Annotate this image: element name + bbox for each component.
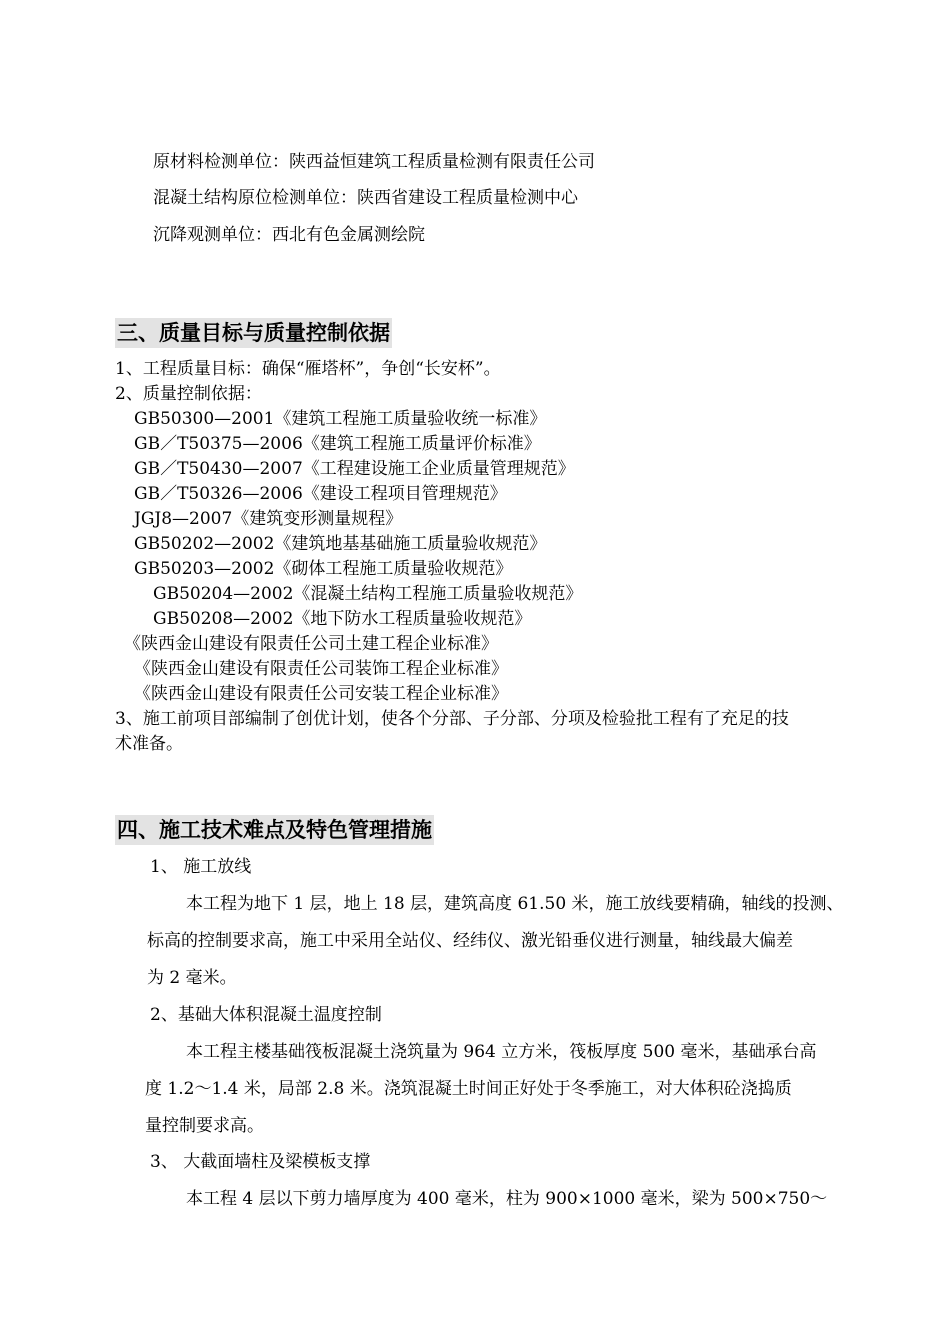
standard-item: GB50300—2001《建筑工程施工质量验收统一标准》 — [134, 409, 547, 429]
item3-paragraph-line: 本工程 4 层以下剪力墙厚度为 400 毫米，柱为 900×1000 毫米，梁为 500×750～ — [186, 1189, 828, 1209]
section4-heading: 四、施工技术难点及特色管理措施 — [115, 815, 434, 845]
standard-item: JGJ8—2007《建筑变形测量规程》 — [134, 509, 403, 529]
item2-paragraph-line: 量控制要求高。 — [145, 1116, 264, 1136]
standard-item: GB／T50375—2006《建筑工程施工质量评价标准》 — [134, 434, 541, 454]
standard-item: GB50208—2002《地下防水工程质量验收规范》 — [153, 609, 532, 629]
plan-paragraph-line: 术准备。 — [115, 734, 183, 754]
standard-item: 《陕西金山建设有限责任公司土建工程企业标准》 — [124, 634, 498, 654]
standard-item: GB50203—2002《砌体工程施工质量验收规范》 — [134, 559, 513, 579]
item1-paragraph-line: 为 2 毫米。 — [147, 968, 237, 988]
section3-heading: 三、质量目标与质量控制依据 — [115, 318, 392, 348]
concrete-insitu-unit: 混凝土结构原位检测单位：陕西省建设工程质量检测中心 — [153, 188, 578, 208]
standard-item: GB／T50326—2006《建设工程项目管理规范》 — [134, 484, 507, 504]
item3-title: 3、 大截面墙柱及梁模板支撑 — [150, 1152, 371, 1172]
standard-item: GB／T50430—2007《工程建设施工企业质量管理规范》 — [134, 459, 575, 479]
standard-item: GB50202—2002《建筑地基基础施工质量验收规范》 — [134, 534, 547, 554]
item2-title: 2、基础大体积混凝土温度控制 — [150, 1005, 382, 1025]
plan-paragraph-line: 3、施工前项目部编制了创优计划，使各个分部、子分部、分项及检验批工程有了充足的技 — [115, 709, 789, 729]
item1-paragraph-line: 本工程为地下 1 层，地上 18 层，建筑高度 61.50 米，施工放线要精确，轴线的投测、 — [186, 894, 844, 914]
standard-item: GB50204—2002《混凝土结构工程施工质量验收规范》 — [153, 584, 583, 604]
basis-label: 2、质量控制依据： — [115, 384, 262, 404]
item2-paragraph-line: 本工程主楼基础筏板混凝土浇筑量为 964 立方米，筏板厚度 500 毫米，基础承台高 — [186, 1042, 817, 1062]
standard-item: 《陕西金山建设有限责任公司安装工程企业标准》 — [134, 684, 508, 704]
settlement-unit: 沉降观测单位：西北有色金属测绘院 — [153, 225, 425, 245]
item1-paragraph-line: 标高的控制要求高，施工中采用全站仪、经纬仪、激光铅垂仪进行测量，轴线最大偏差 — [147, 931, 793, 951]
raw-material-unit: 原材料检测单位：陕西益恒建筑工程质量检测有限责任公司 — [153, 152, 595, 172]
item2-paragraph-line: 度 1.2～1.4 米，局部 2.8 米。浇筑混凝土时间正好处于冬季施工，对大体积砼浇捣质 — [145, 1079, 792, 1099]
quality-goal: 1、工程质量目标：确保“雁塔杯”，争创“长安杯”。 — [115, 359, 501, 379]
standard-item: 《陕西金山建设有限责任公司装饰工程企业标准》 — [134, 659, 508, 679]
item1-title: 1、 施工放线 — [150, 857, 252, 877]
